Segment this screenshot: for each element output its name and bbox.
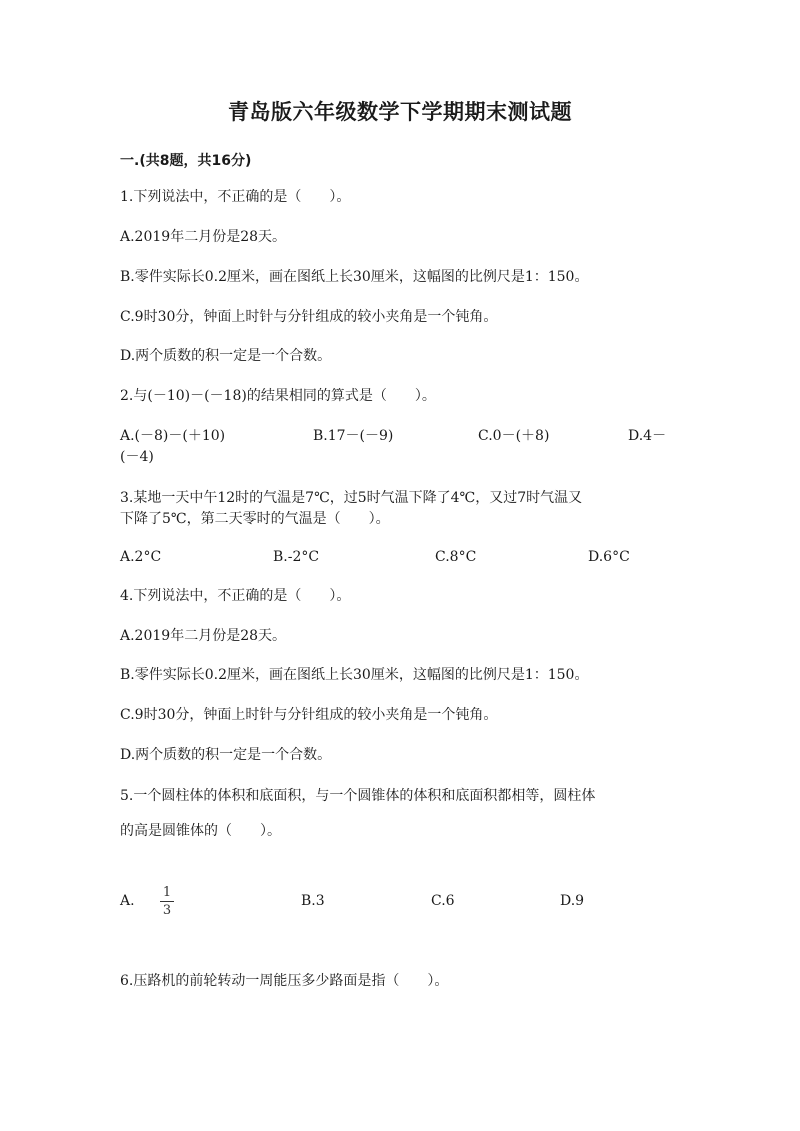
question-2-option-b: B.17－(－9) <box>313 428 394 444</box>
question-5-stem-line-2: 的高是圆锥体的（ ）。 <box>120 823 281 839</box>
question-3-option-b: B.-2°C <box>273 549 320 565</box>
question-5-option-d: D.9 <box>560 893 585 909</box>
fraction-bar <box>160 901 174 902</box>
question-4-option-c: C.9时30分，钟面上时针与分针组成的较小夹角是一个钝角。 <box>120 707 498 723</box>
fraction-numerator: 1 <box>162 885 172 900</box>
question-1-stem: 1.下列说法中，不正确的是（ ）。 <box>120 189 351 205</box>
question-2-option-c: C.0－(＋8) <box>478 428 550 444</box>
question-3-stem-line-2: 下降了5℃，第二天零时的气温是（ ）。 <box>120 511 390 527</box>
question-2-option-a: A.(－8)－(＋10) <box>120 428 226 444</box>
question-1-option-b: B.零件实际长0.2厘米，画在图纸上长30厘米，这幅图的比例尺是1：150。 <box>120 269 589 285</box>
question-5-option-b: B.3 <box>301 893 325 909</box>
question-5-stem-line-1: 5.一个圆柱体的体积和底面积，与一个圆锥体的体积和底面积都相等，圆柱体 <box>120 788 596 804</box>
question-3-option-a: A.2°C <box>120 549 162 565</box>
fraction-denominator: 3 <box>162 903 172 918</box>
question-3-stem-line-1: 3.某地一天中午12时的气温是7℃，过5时气温下降了4℃，又过7时气温又 <box>120 490 583 506</box>
question-2-stem: 2.与(－10)－(－18)的结果相同的算式是（ ）。 <box>120 388 436 404</box>
section-heading: 一.(共8题，共16分) <box>120 153 252 169</box>
question-4-option-a: A.2019年二月份是28天。 <box>120 628 287 644</box>
question-6-stem: 6.压路机的前轮转动一周能压多少路面是指（ ）。 <box>120 973 449 989</box>
question-4-stem: 4.下列说法中，不正确的是（ ）。 <box>120 588 351 604</box>
question-5-option-a-label: A. <box>120 893 135 909</box>
question-3-option-c: C.8°C <box>435 549 477 565</box>
question-2-option-d-continued: (－4) <box>120 449 154 465</box>
question-1-option-a: A.2019年二月份是28天。 <box>120 229 287 245</box>
question-2-option-d: D.4－ <box>628 428 667 444</box>
page-title: 青岛版六年级数学下学期期末测试题 <box>228 100 572 124</box>
question-1-option-c: C.9时30分，钟面上时针与分针组成的较小夹角是一个钝角。 <box>120 309 498 325</box>
question-5-option-c: C.6 <box>431 893 455 909</box>
question-3-option-d: D.6°C <box>588 549 630 565</box>
question-1-option-d: D.两个质数的积一定是一个合数。 <box>120 348 332 364</box>
question-5-option-a-fraction <box>160 885 174 918</box>
question-4-option-d: D.两个质数的积一定是一个合数。 <box>120 747 332 763</box>
question-4-option-b: B.零件实际长0.2厘米，画在图纸上长30厘米，这幅图的比例尺是1：150。 <box>120 667 589 683</box>
